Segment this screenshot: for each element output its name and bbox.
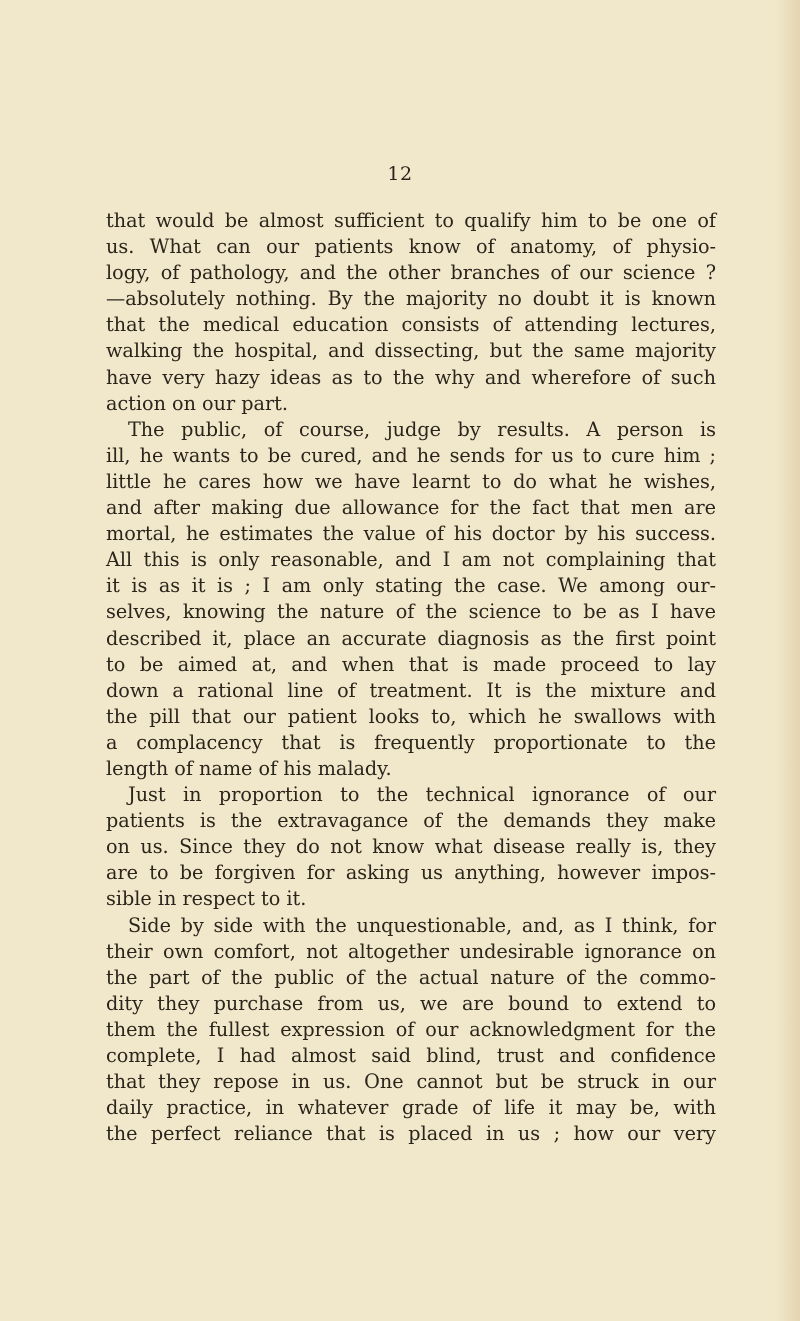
- text-line: it is as it is ; I am only stating the case. We among our-: [106, 574, 716, 598]
- text-line: that the medical education consists of attending lectures,: [106, 313, 716, 337]
- text-line: daily practice, in whatever grade of life it may be, with: [106, 1096, 716, 1120]
- text-line: ill, he wants to be cured, and he sends for us to cure him ;: [106, 443, 716, 467]
- text-line: on us. Since they do not know what disease really is, they: [106, 835, 716, 859]
- paragraph: [106, 913, 716, 1148]
- text-line: action on our part.: [106, 391, 288, 415]
- text-line: a complacency that is frequently proportionate to the: [106, 730, 716, 754]
- text-line: little he cares how we have learnt to do what he wishes,: [106, 469, 716, 493]
- text-line: and after making due allowance for the fact that men are: [106, 496, 716, 520]
- text-line: —absolutely nothing. By the majority no doubt it is known: [106, 287, 716, 311]
- text-line: described it, place an accurate diagnosis as the first point: [106, 626, 716, 650]
- text-line: The public, of course, judge by results. A person is: [128, 417, 716, 441]
- text-line: to be aimed at, and when that is made proceed to lay: [106, 652, 716, 676]
- text-line: dity they purchase from us, we are bound to extend to: [106, 991, 716, 1015]
- text-line: All this is only reasonable, and I am not complaining that: [106, 548, 716, 572]
- paragraph: [106, 782, 716, 912]
- text-line: mortal, he estimates the value of his doctor by his success.: [106, 522, 716, 546]
- text-line: the perfect reliance that is placed in us ; how our very: [106, 1122, 716, 1146]
- text-line: length of name of his malady.: [106, 756, 392, 780]
- text-line: Just in proportion to the technical ignorance of our: [128, 783, 716, 807]
- paragraph: [106, 208, 716, 417]
- body-text: [106, 208, 716, 1147]
- page-number: 12: [387, 163, 413, 185]
- text-line: that they repose in us. One cannot but be struck in our: [106, 1070, 716, 1094]
- text-line: down a rational line of treatment. It is the mixture and: [106, 678, 716, 702]
- text-line: are to be forgiven for asking us anything, however impos-: [106, 861, 716, 885]
- text-line: the pill that our patient looks to, which he swallows with: [106, 704, 716, 728]
- text-line: logy, of pathology, and the other branches of our science ?: [106, 261, 716, 285]
- paragraph: [106, 417, 716, 782]
- text-line: have very hazy ideas as to the why and wherefore of such: [106, 365, 716, 389]
- text-line: complete, I had almost said blind, trust and confidence: [106, 1044, 716, 1067]
- text-line: patients is the extravagance of the demands they make: [106, 809, 716, 833]
- text-line: walking the hospital, and dissecting, but the same majority: [106, 339, 716, 363]
- text-line: them the fullest expression of our acknowledgment for the: [106, 1017, 716, 1041]
- text-line: us. What can our patients know of anatomy, of physio-: [106, 235, 716, 259]
- text-line: selves, knowing the nature of the science to be as I have: [106, 600, 716, 624]
- text-line: their own comfort, not altogether undesirable ignorance on: [106, 939, 716, 963]
- text-line: that would be almost sufficient to qualify him to be one of: [106, 209, 716, 232]
- text-line: the part of the public of the actual nature of the commo-: [106, 965, 716, 989]
- text-line: Side by side with the unquestionable, and, as I think, for: [128, 913, 716, 937]
- text-line: sible in respect to it.: [106, 887, 307, 911]
